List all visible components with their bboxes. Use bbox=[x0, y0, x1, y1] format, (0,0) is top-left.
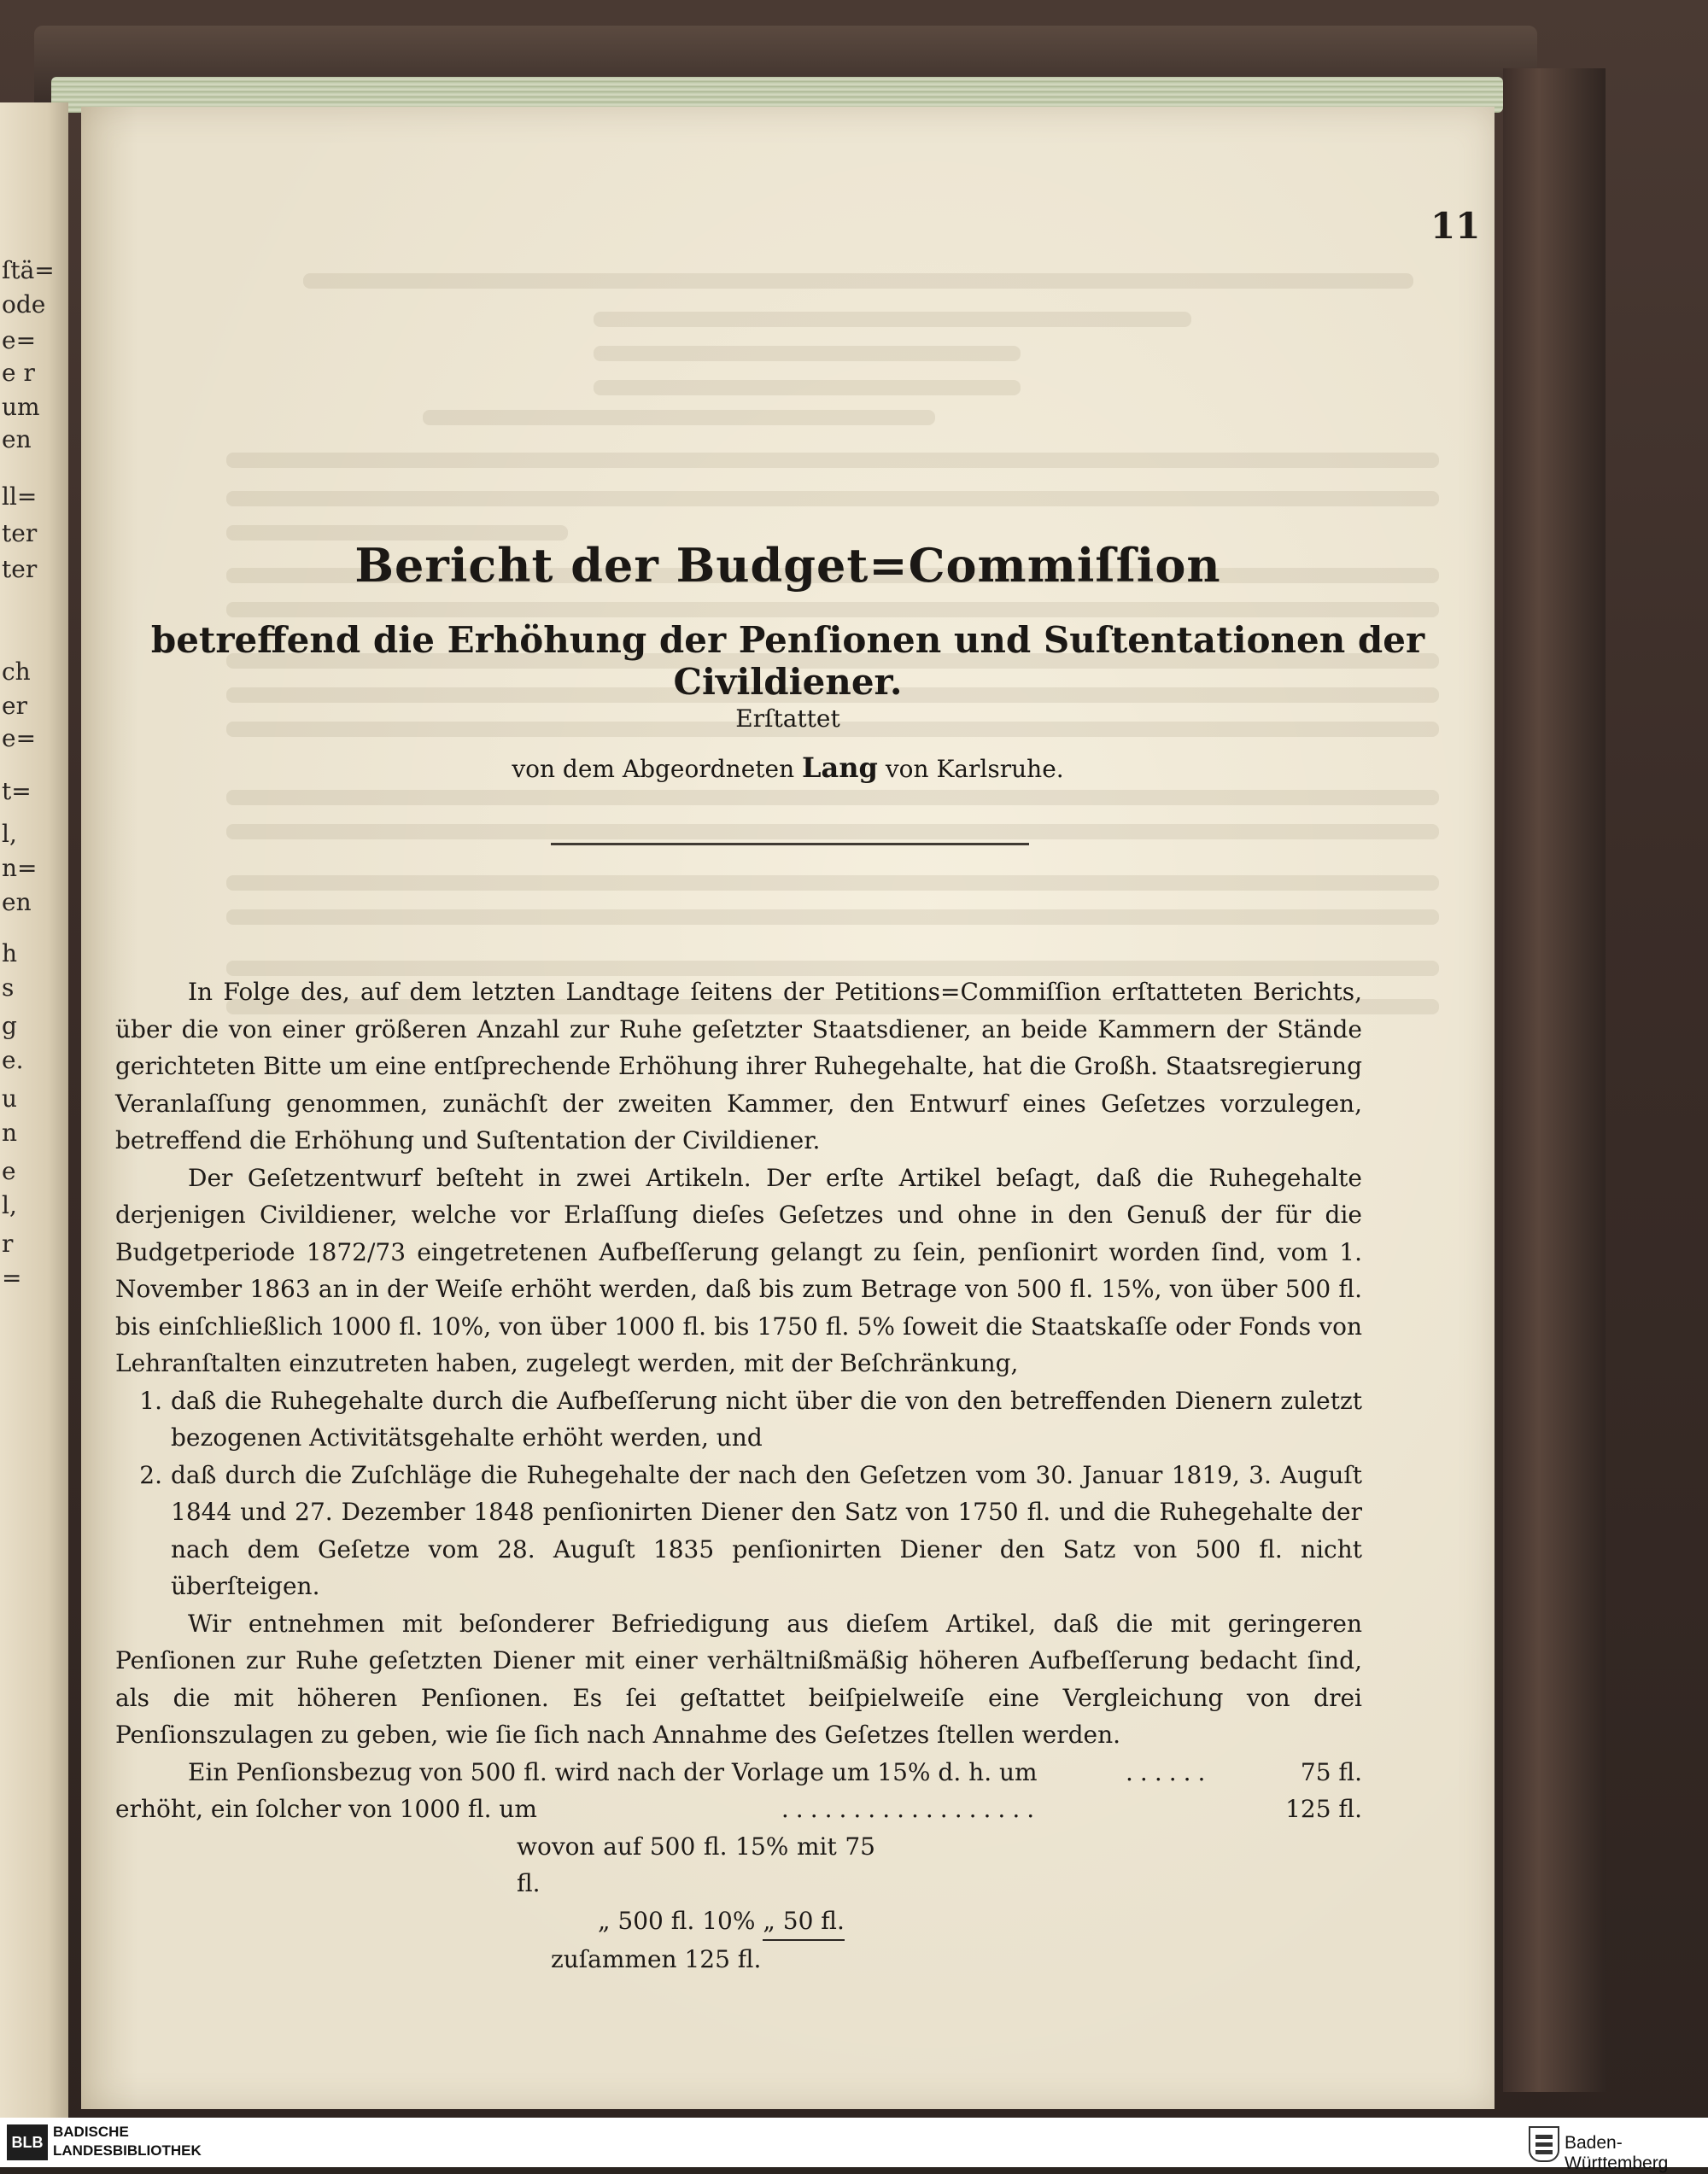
sum-block bbox=[517, 1828, 875, 1978]
calc-line-1 bbox=[115, 1754, 1362, 1791]
left-page-fragment: e= bbox=[2, 326, 37, 354]
calc-value: 75 fl. bbox=[1300, 1757, 1362, 1786]
erstattet-label: Erſtattet bbox=[735, 704, 840, 733]
left-page-fragment: en bbox=[2, 888, 32, 916]
left-page-fragment: ſtä= bbox=[2, 256, 55, 284]
bleed-through bbox=[226, 875, 1439, 891]
left-page-fragment: s bbox=[2, 973, 15, 1002]
left-page-fragment: n= bbox=[2, 854, 38, 882]
left-page-fragment: e bbox=[2, 1157, 16, 1185]
book-binding-right bbox=[1503, 68, 1606, 2092]
calc-dots: ...... bbox=[1126, 1757, 1213, 1786]
left-page-fragment: r bbox=[2, 1230, 14, 1258]
page-number: 11 bbox=[1430, 205, 1481, 247]
left-page-fragment: er bbox=[2, 692, 27, 720]
paragraph-3: Wir entnehmen mit beſonderer Befriedigung aus dieſem Artikel, daß die mit geringeren Penſionen zur Ruhe geſetzten Diener mit einer verhältnißmäßig höheren Aufbeſſerung bedacht ſind, als die mit höheren Penſionen. Es ſei geſtattet beiſpielweiſe eine Vergleichung von drei Penſionszulagen zu geben, wie ſie ſich nach Annahme des Geſetzes ſtellen werden. bbox=[115, 1609, 1362, 1749]
bleed-through bbox=[303, 273, 1413, 289]
left-page-fragment: h bbox=[2, 939, 18, 967]
paragraph-2: Der Geſetzentwurf beſteht in zwei Artikeln. Der erſte Artikel beſagt, daß die Ruhegehalte derjenigen Civildiener, welche vor Erlaſſung dieſes Geſetzes und ohne in den Genuß der für die Budgetperiode 1872/73 eingetretenen Aufbeſſerung gelangt zu ſein, penſionirt worden ſind, vom 1. November 1863 an in der Weiſe erhöht werden, daß bis zum Betrage von 500 fl. 15%, von über 500 fl. bis einſchließlich 1000 fl. 10%, von über 1000 fl. bis 1750 fl. 5% ſoweit die Staatskaſſe oder Fonds von Lehranſtalten einzutreten haben, zugelegt werden, mit der Beſchränkung, bbox=[115, 1163, 1362, 1377]
bleed-through bbox=[226, 909, 1439, 925]
bleed-through bbox=[226, 491, 1439, 506]
blb-name bbox=[53, 2123, 202, 2160]
bleed-through bbox=[226, 824, 1439, 839]
list-item-2 bbox=[115, 1457, 1362, 1605]
bleed-through bbox=[594, 380, 1021, 395]
bleed-through bbox=[423, 410, 935, 425]
report-title: Bericht der Budget=Commiſſion bbox=[354, 538, 1221, 593]
left-page-fragment: e= bbox=[2, 724, 37, 752]
left-page-fragment: ch bbox=[2, 657, 31, 686]
paragraph-1: In Folge des, auf dem letzten Landtage ſeitens der Petitions=Commiſſion erſtatteten Berichts, über die von einer größeren Anzahl zur Ruhe geſetzter Staatsdiener, an beide Kammern der Stände gerichteten Bitte um eine entſprechende Erhöhung ihrer Ruhegehalte, hat die Großh. Staatsregierung Veranlaſſung genommen, zunächſt der zweiten Kammer, den Entwurf eines Geſetzes vorzulegen, betreffend die Erhöhung und Suſtentation der Civildiener. bbox=[115, 978, 1362, 1154]
bleed-through bbox=[226, 453, 1439, 468]
bleed-through bbox=[594, 312, 1191, 327]
byline-name: Lang bbox=[802, 751, 878, 784]
calc-dots: .................. bbox=[781, 1795, 1042, 1823]
calc-value: 125 fl. bbox=[1285, 1795, 1362, 1823]
sum-total: zuſammen 125 fl. bbox=[551, 1945, 762, 1973]
byline-suffix: von Karlsruhe. bbox=[885, 755, 1064, 783]
left-page-fragment: ter bbox=[2, 519, 38, 547]
left-page-fragment: l, bbox=[2, 1191, 17, 1219]
left-page-fragment: u bbox=[2, 1084, 18, 1113]
bleed-through bbox=[226, 602, 1439, 617]
byline bbox=[81, 751, 1494, 784]
report-subtitle: betreffend die Erhöhung der Penſionen und Suſtentationen der Civildiener. bbox=[150, 619, 1425, 703]
left-page-fragment: t= bbox=[2, 777, 32, 805]
calc-text: Ein Penſionsbezug von 500 fl. wird nach der Vorlage um 15% d. h. um bbox=[188, 1757, 1038, 1786]
list-text: daß die Ruhegehalte durch die Aufbeſſerung nicht über die von den betreffenden Dienern zuletzt bezogenen Activitätsgehalte erhöht werden, und bbox=[171, 1386, 1362, 1452]
sum-line-2-value: „ 50 fl. bbox=[763, 1902, 845, 1942]
blb-logo: BLB bbox=[7, 2124, 48, 2160]
sum-line-1: wovon auf 500 fl. 15% mit 75 fl. bbox=[517, 1832, 875, 1897]
calc-line-2 bbox=[115, 1791, 1362, 1828]
left-page-edge bbox=[0, 102, 68, 2118]
left-page-fragment: e r bbox=[2, 359, 35, 387]
list-number: 1. bbox=[139, 1386, 162, 1415]
left-page-fragment: n bbox=[2, 1119, 18, 1147]
left-page-fragment: um bbox=[2, 393, 40, 421]
left-page-fragment: en bbox=[2, 425, 32, 453]
left-page-fragment: g bbox=[2, 1012, 17, 1040]
report-body bbox=[115, 973, 1362, 1978]
blb-line-1: BADISCHE bbox=[53, 2124, 129, 2140]
sum-line-2-text: „ 500 fl. 10% bbox=[598, 1906, 756, 1935]
list-item-1 bbox=[115, 1382, 1362, 1457]
list-number: 2. bbox=[139, 1460, 162, 1489]
calc-text: erhöht, ein ſolcher von 1000 fl. um bbox=[115, 1795, 537, 1823]
left-page-fragment: = bbox=[2, 1264, 22, 1292]
bleed-through bbox=[226, 790, 1439, 805]
footer-bar bbox=[0, 2118, 1708, 2167]
sum-line-2 bbox=[517, 1902, 875, 1942]
left-page-fragment: e. bbox=[2, 1046, 24, 1074]
left-page-fragment: ll= bbox=[2, 482, 38, 511]
blb-line-2: LANDESBIBLIOTHEK bbox=[53, 2142, 202, 2159]
bleed-through bbox=[594, 346, 1021, 361]
bw-name: Baden-Württemberg bbox=[1565, 2133, 1669, 2173]
left-page-fragment: ter bbox=[2, 555, 38, 583]
divider-rule bbox=[551, 843, 1029, 845]
byline-prefix: von dem Abgeordneten bbox=[512, 755, 795, 783]
left-page-fragment: l, bbox=[2, 820, 17, 848]
bw-coat-of-arms-icon bbox=[1529, 2126, 1559, 2162]
left-page-fragment: ode bbox=[2, 290, 46, 319]
list-text: daß durch die Zuſchläge die Ruhegehalte der nach den Geſetzen vom 30. Januar 1819, 3. Auguſt 1844 und 27. Dezember 1848 penſionirten Diener den Satz von 1750 fl. und die Ruhegehalte der nach dem Geſetze vom 28. Auguſt 1835 penſionirten Diener den Satz von 500 fl. nicht überſteigen. bbox=[171, 1460, 1362, 1600]
